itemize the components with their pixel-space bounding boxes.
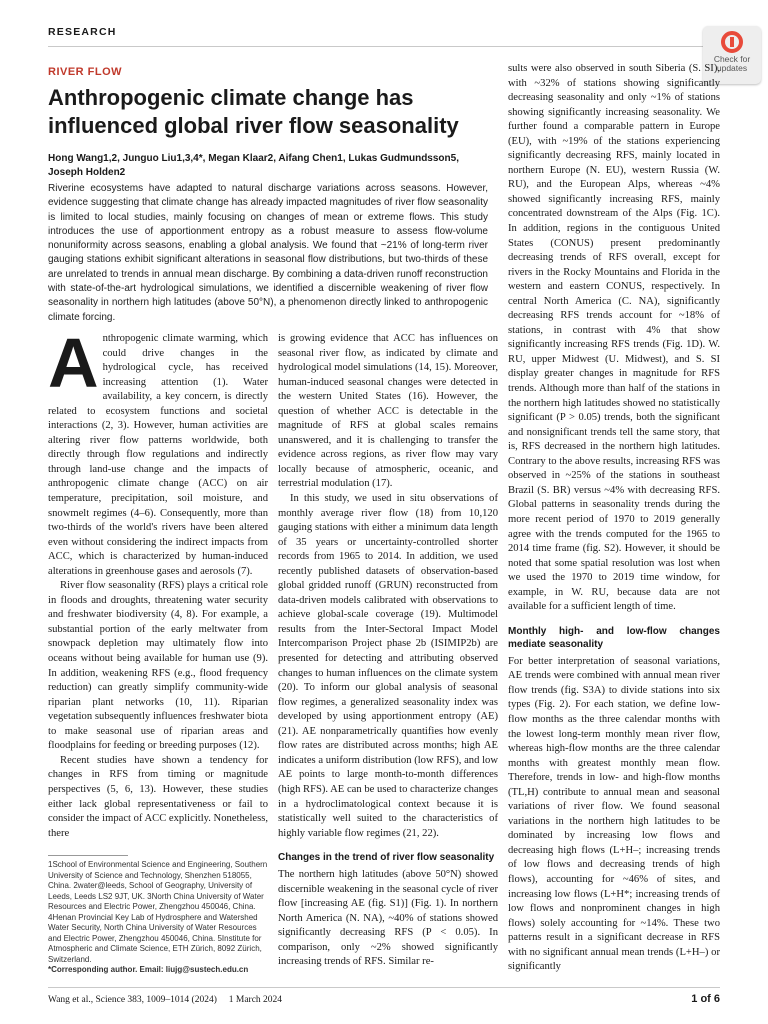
body-column-2 <box>278 332 498 970</box>
page-number: 1 of 6 <box>691 993 720 1005</box>
drop-cap: A <box>48 324 99 402</box>
paragraph: nthropogenic climate warming, which could drive changes in the hydrological cycle, has received increasing attention (1). Water availability, a key concern, is directly related to ecosystem functions and societal interactions (2, 3). However, human activities are altering river flow patterns worldwide, both directly through flow regulations and indirectly through land-use change and the impacts of anthropogenic climate change (ACC) on air temperature, precipitation, soil moisture, and snowmelt regimes (4–6). Consequently, more than two-thirds of the world's rivers have been altered even without considering the indirect impacts from ACC, which is characterized by human-induced alterations in greenhouse gases and aerosols (7). <box>48 333 268 577</box>
section-heading: Changes in the trend of river flow seasonality <box>278 852 495 864</box>
citation: Wang et al., Science 383, 1009–1014 (2024) 1 March 2024 <box>48 995 283 1005</box>
affiliation-text: 1School of Environmental Science and Engineering, Southern University of Science and Technology, Shenzhen 518055, China. 2water@leeds, School of Geography, University of Leeds, Leeds LS2 9JT, UK. 3North China University of Water Resources and Electric Power, Zhengzhou 450046, China. 4Henan Provincial Key Lab of Hydrosphere and Watershed Water Security, North China University of Water Resources and Electric Power, Zhengzhou 450046, China. 5Institute for Atmospheric and Climate Science, ETH Zürich, 8092 Zürich, Switzerland. <box>48 860 268 964</box>
affiliations <box>48 860 268 976</box>
article-title: Anthropogenic climate change has influenced global river flow seasonality <box>48 85 459 138</box>
footnote-divider <box>48 855 128 856</box>
corresponding-author: *Corresponding author. Email: liujg@sustech.edu.cn <box>48 965 249 974</box>
body-column-1 <box>48 324 268 841</box>
paragraph: Recent studies have shown a tendency for changes in RFS from timing or magnitude perspectives (5, 6, 13). However, these studies either lack global representativeness or fail to consider the impact of ACC explicitly. Nonetheless, there <box>48 754 268 839</box>
badge-line-2: updates <box>716 63 748 73</box>
section-label: RESEARCH <box>48 26 117 38</box>
paragraph: The northern high latitudes (above 50°N) showed discernible weakening in the seasonal cycle of river flow [increasing AE (fig. S1)] (Fig. 1). In northern North America (N. NA), ~40% of stations showed significantly decreasing RFS (P < 0.05). In comparison, only ~2% showed significantly increasing trends of RFS. Similar re- <box>278 869 498 968</box>
article-kicker: RIVER FLOW <box>48 66 123 78</box>
header-divider <box>48 46 720 47</box>
author-list: Hong Wang1,2, Junguo Liu1,3,4*, Megan Klaar2, Aifang Chen1, Lukas Gudmundsson5, Joseph Holden2 <box>48 153 459 178</box>
badge-line-1: Check for <box>713 54 751 64</box>
section-heading: Monthly high- and low-flow changes mediate seasonality <box>508 625 720 650</box>
paragraph: For better interpretation of seasonal variations, AE trends were combined with annual mean river flow trends (fig. S3A) to divide stations into six types (Fig. 2). For each station, we define low-flow months as the three calendar months with the lowest long-term monthly mean river flow, whereas high-flow months are the three calendar months with greatest monthly mean flow. Therefore, trends in low- and high-flow months (TL,H) contribute to annual mean and seasonal variations of river flow. We found seasonal variations in the northern high latitudes to be dominated by increasing low flows and decreasing high flows (L+H–; increasing trends of low flows and decreasing trends of high flows), accounting for ~46% of sites, and increasing low flows (L+H*; increasing trends of low flows and nonprominent changes in high flows) solely accounting for ~14%. These two patterns result in a significant decrease in RFS with no significant annual mean trends (L+H–) or significantly <box>508 655 720 973</box>
abstract: Riverine ecosystems have adapted to natural discharge variations across seasons. However, evidence suggesting that climate change has already impacted magnitudes of river flow seasonality is limited to local studies, mainly focusing on changes of mean or extreme flows. This study introduces the use of apportionment entropy as a robust measure to assess flow-volume nonuniformity across seasons, enabling a global analysis. We found that ~21% of long-term river gauging stations exhibit significant alterations in seasonal flow distributions, but two-thirds of these are unrelated to trends in annual mean discharge. By combining a data-driven runoff reconstruction with state-of-the-art hydrological simulations, we identified a discernible weakening of river flow seasonality in northern high latitudes (above 50°N), a phenomenon directly linked to anthropogenic climate forcing. <box>48 183 488 323</box>
body-column-3 <box>508 62 720 975</box>
footer-divider <box>48 987 720 988</box>
paragraph: In this study, we used in situ observations of monthly average river flow (18) from 10,120 gauging stations with either a minimum data length of 35 years or uncertainty-controlled shorter records from 1965 to 2014. In addition, we used recently published datasets of observation-based global gridded runoff (GRUN) reconstructed from data-driven models calibrated with observations to achieve global-scale coverage (19). Multimodel results from the Inter-Sectoral Impact Model Intercomparison Project phase 2b (ISIMIP2b) are presented for detecting and attributing observed changes to human influences on the climate system (20). To inform our global analysis of seasonal flow regimes, a generalized seasonality index was developed by using apportionment entropy (AE) (21). AE nonparametrically quantifies how evenly flow rates are distributed across months; high AE indicates a uniform distribution (low RFS), and low AE points to large month-to-month differences (high RFS). AE can be used to characterize changes in a hydroclimatological context because it is statistically well suited to the characteristics of highly variable flow regimes (21, 22). <box>278 493 498 839</box>
paragraph: is growing evidence that ACC has influences on seasonal river flow, as indicated by climate and hydrological model simulations (14, 15). Moreover, human-induced seasonal changes were detected in the western United States (16). However, the question of whether ACC is detectable in the magnitude of RFS at global scales remains unanswered, and it is challenging to transfer the evidence across regions, as river flow may vary locally because of atmospheric, oceanic, and terrestrial modulation (17). <box>278 333 498 490</box>
bookmark-icon <box>721 31 743 53</box>
paragraph: River flow seasonality (RFS) plays a critical role in floods and droughts, threatening water security and freshwater biodiversity (4, 8). For example, a substantial portion of the early meltwater from snowpack depletion may ultimately flow into oceans without being available for human use (9). In addition, weakening RFS (e.g., flood frequency reduction) can greatly simplify community-wide riparian plant networks (10, 11). Riparian vegetation subsequently influences freshwater biota to make seasonal use of riparian areas and floodplains for feeding or breeding purposes (12). <box>48 580 268 752</box>
paragraph: sults were also observed in south Siberia (S. SI), with ~32% of stations showing significantly decreasing seasonality and only ~1% of stations showing significantly increasing seasonality. We further found a comparable pattern in Europe (EU), with ~19% of the stations experiencing significantly decreasing RFS, mainly located in northern Europe (N. EU), western Russia (W. RU), and the European Alps, whereas ~4% showed significantly increasing RFS, mainly concentrated downstream of the Alps (Fig. 1C). In addition, regions in the contiguous United States (CONUS) present predominantly decreasing trends of RFS overall, except for rivers in the Rocky Mountains and Florida in the western and eastern CONUS, respectively. In central North America (C. NA), significantly decreasing RFS trends account for ~18% of stations, in contrast with 4% that show significantly increasing RFS trends (Fig. 1D). W. RU, upper Midwest (U. Midwest), and S. SI display greater changes in magnitude for RFS trends. Although more than half of the stations in the northern high latitudes showed no statistically significant (P > 0.05) trends, both the significant and nonsignificant trends tell the same story, that is, RFS decreased in the northern high latitudes. Contrary to the above results, increasing RFS was observed in ~25% of the stations in southeast Brazil (S. BR) versus ~4% with decreasing RFS. Global patterns in seasonality trends during the more recent period of 1970 to 2019 generally agree with the trends computed for the 1965 to 2014 time frame (fig. S2). However, it should be noted that some spatial resolution was lost when we used the 1970 to 2019 time window, for example, in W. RU, because data are not available for a sufficient length of time. <box>508 63 720 613</box>
